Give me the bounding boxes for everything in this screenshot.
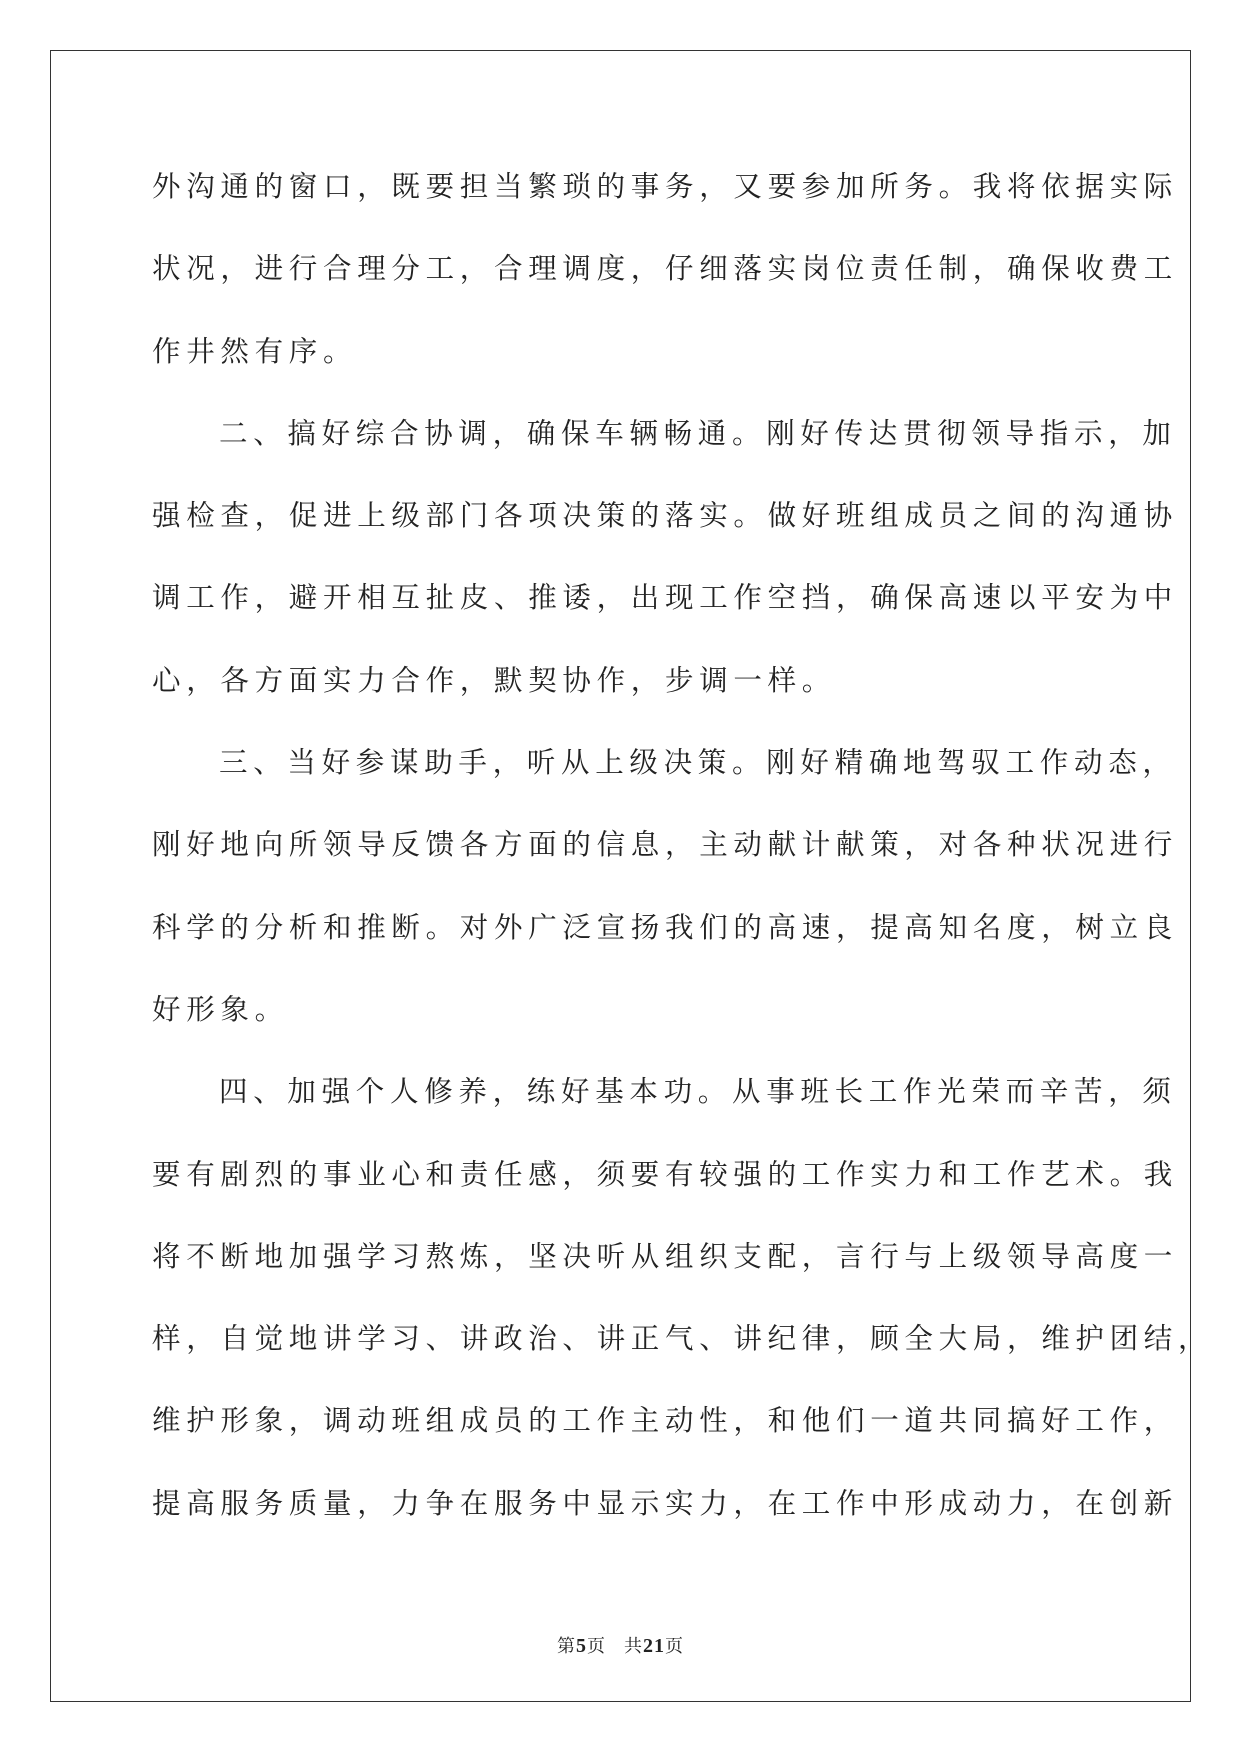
text-line: 外沟通的窗口，既要担当繁琐的事务，又要参加所务。我将依据实际 xyxy=(152,170,1179,203)
text-line: 调工作，避开相互扯皮、推诿，出现工作空挡，确保高速以平安为中 xyxy=(152,581,1179,615)
text-line: 样，自觉地讲学习、讲政治、讲正气、讲纪律，顾全大局，维护团结， xyxy=(152,1322,1213,1356)
total-suffix: 页 xyxy=(665,1636,684,1657)
text-line: 将不断地加强学习熬炼，坚决听从组织支配，言行与上级领导高度一 xyxy=(152,1239,1179,1273)
page-footer xyxy=(0,1632,1241,1658)
paragraph-start-line: 二、搞好综合协调，确保车辆畅通。刚好传达贯彻领导指示，加 xyxy=(219,416,1177,450)
total-prefix: 共 xyxy=(624,1636,643,1657)
text-line: 强检查，促进上级部门各项决策的落实。做好班组成员之间的沟通协 xyxy=(152,499,1179,533)
page-suffix: 页 xyxy=(587,1636,606,1657)
text-line: 科学的分析和推断。对外广泛宣扬我们的高速，提高知名度，树立良 xyxy=(152,910,1179,944)
text-line: 维护形象，调动班组成员的工作主动性，和他们一道共同搞好工作， xyxy=(152,1404,1179,1438)
page-number: 5 xyxy=(576,1635,587,1657)
text-line: 作井然有序。 xyxy=(152,334,358,368)
page-prefix: 第 xyxy=(557,1636,576,1657)
text-line: 提高服务质量，力争在服务中显示实力，在工作中形成动力，在创新 xyxy=(152,1486,1179,1520)
paragraph-start-line: 三、当好参谋助手，听从上级决策。刚好精确地驾驭工作动态， xyxy=(219,746,1177,780)
text-line: 好形象。 xyxy=(152,992,289,1026)
document-body xyxy=(152,160,1213,1559)
total-pages: 21 xyxy=(643,1635,665,1657)
text-line: 心，各方面实力合作，默契协作，步调一样。 xyxy=(152,663,837,697)
text-line: 要有剧烈的事业心和责任感，须要有较强的工作实力和工作艺术。我 xyxy=(152,1157,1179,1191)
text-line: 刚好地向所领导反馈各方面的信息，主动献计献策，对各种状况进行 xyxy=(152,828,1179,862)
paragraph-start-line: 四、加强个人修养，练好基本功。从事班长工作光荣而辛苦，须 xyxy=(219,1075,1177,1109)
text-line: 状况，进行合理分工，合理调度，仔细落实岗位责任制，确保收费工 xyxy=(152,252,1179,286)
